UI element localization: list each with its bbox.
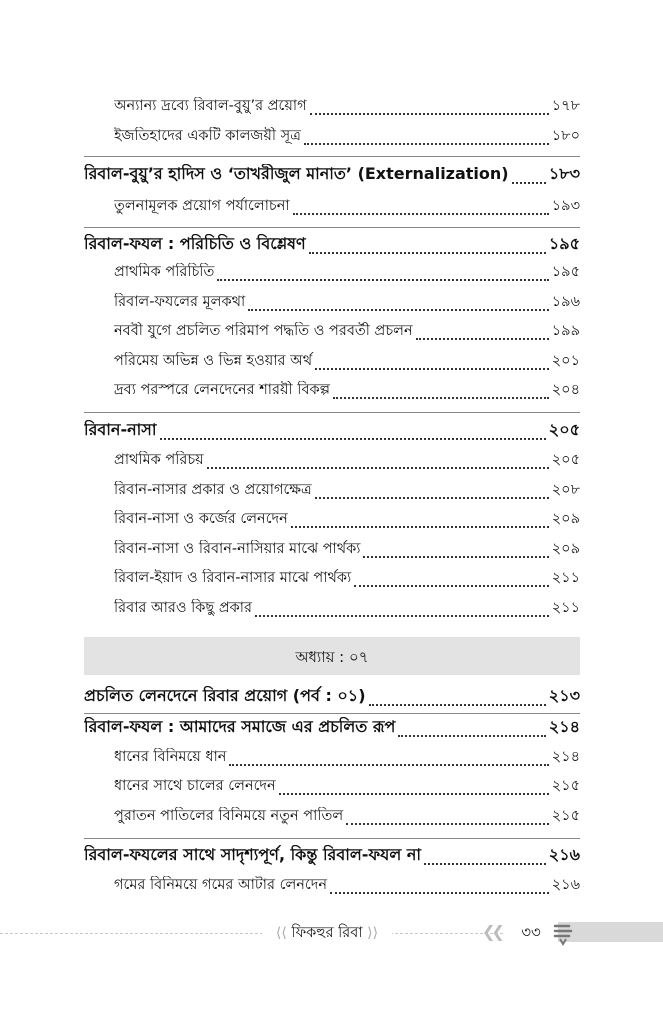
dot-leader [293, 213, 549, 215]
toc-entry-title: দ্রব্য পরস্পরে লেনদেনের শারয়ী বিকল্প [114, 382, 331, 398]
dot-leader [160, 438, 546, 440]
toc-section[interactable] [84, 420, 580, 444]
toc-section[interactable] [84, 234, 580, 258]
toc-entry-page: ২১৫ [551, 808, 580, 824]
toc-section-page: ১৯৫ [548, 234, 580, 253]
dot-leader [398, 735, 545, 737]
dot-leader [255, 615, 549, 617]
toc-entry-title: প্রাথমিক পরিচয় [114, 452, 204, 468]
toc-entry-page: ২১৪ [551, 749, 580, 765]
dot-leader [416, 338, 549, 340]
toc-section-title: রিবান-নাসা [84, 420, 157, 439]
page-number: ৩৩ [504, 920, 558, 944]
toc-entry[interactable] [114, 510, 580, 532]
section-divider [84, 838, 580, 839]
toc-entry-page: ২০৪ [551, 382, 580, 398]
toc-entry-title: গমের বিনিময়ে গমের আটার লেনদেন [114, 877, 328, 893]
toc-entry-title: রিবাল-ইয়াদ ও রিবান-নাসার মাঝে পার্থক্য [114, 570, 352, 586]
dot-leader [229, 764, 548, 766]
toc-entry-title: রিবান-নাসা ও রিবান-নাসিয়ার মাঝে পার্থক্য [114, 541, 361, 557]
toc-entry-title: রিবার আরও কিছু প্রকার [114, 600, 252, 616]
section-divider [84, 713, 580, 714]
dot-leader [512, 182, 546, 184]
left-ornament-icon: ⟨⟨ [275, 925, 287, 941]
dot-leader [354, 585, 549, 587]
toc-entry-title: ইজতিহাদের একটি কালজয়ী সূত্র [114, 128, 301, 144]
toc-entry[interactable] [114, 599, 580, 621]
right-ornament-icon: ⟩⟩ [367, 925, 379, 941]
footer-book-title: ফিকহুর রিবা [291, 925, 363, 941]
dot-leader [309, 252, 546, 254]
section-divider [84, 412, 580, 413]
toc-entry-title: পরিমেয় অভিন্ন ও ভিন্ন হওয়ার অর্থ [114, 353, 313, 369]
toc-section-title: রিবাল-বুয়ু’র হাদিস ও ‘তাখরীজুল মানাত’ (Externalization) [84, 164, 509, 183]
toc-entry[interactable] [114, 352, 580, 374]
dot-leader [248, 309, 549, 311]
toc-entry-title: প্রাথমিক পরিচিতি [114, 264, 215, 280]
toc-entry-page: ২০৮ [551, 482, 580, 498]
toc-entry[interactable] [114, 197, 580, 219]
toc-section[interactable] [84, 717, 580, 741]
toc-entry-title: পুরাতন পাতিলের বিনিময়ে নতুন পাতিল [114, 808, 344, 824]
toc-entry-page: ২০৫ [551, 452, 580, 468]
toc-entry[interactable] [114, 876, 580, 898]
toc-entry-page: ২১৬ [551, 877, 580, 893]
toc-entry[interactable] [114, 293, 580, 315]
toc-section-page: ১৮৩ [548, 164, 580, 183]
dot-leader [330, 892, 549, 894]
toc-entry-title: রিবান-নাসা ও কর্জের লেনদেন [114, 511, 288, 527]
toc-entry[interactable] [114, 127, 580, 149]
chapter-heading-band [84, 637, 580, 675]
toc-entry-page: ১৯৯ [551, 323, 580, 339]
toc-entry-title: ধানের বিনিময়ে ধান [114, 749, 227, 765]
toc-entry-title: অন্যান্য দ্রব্যে রিবাল-বুয়ু’র প্রয়োগ [114, 98, 307, 114]
toc-entry-page: ১৯৫ [551, 264, 580, 280]
dot-leader [363, 556, 548, 558]
toc-entry-page: ২১১ [551, 600, 580, 616]
toc-entry[interactable] [114, 322, 580, 344]
dot-leader [346, 823, 549, 825]
dot-leader [207, 467, 549, 469]
footer-book-title-box [262, 920, 392, 946]
section-divider [84, 227, 580, 228]
toc-entry-page: ১৯৬ [551, 294, 580, 310]
toc-entry-page: ২০৯ [551, 541, 580, 557]
toc-section-page: ২১৪ [548, 717, 580, 736]
toc-entry[interactable] [114, 451, 580, 473]
toc-entry-page: ২১৫ [551, 778, 580, 794]
dot-leader [315, 368, 549, 370]
toc-entry-title: রিবাল-ফযলের মূলকথা [114, 294, 246, 310]
toc-entry[interactable] [114, 777, 580, 799]
toc-entry[interactable] [114, 481, 580, 503]
toc-entry-page: ২০১ [551, 353, 580, 369]
toc-entry[interactable] [114, 97, 580, 119]
toc-entry-title: রিবান-নাসার প্রকার ও প্রয়োগক্ষেত্র [114, 482, 312, 498]
toc-entry-title: নববী যুগে প্রচলিত পরিমাপ পদ্ধতি ও পরবর্তী প্রচলন [114, 323, 413, 339]
toc-entry-page: ১৭৮ [551, 98, 580, 114]
toc-entry-title: ধানের সাথে চালের লেনদেন [114, 778, 276, 794]
book-marker-icon [550, 920, 576, 946]
toc-entry[interactable] [114, 569, 580, 591]
toc-section-page: ২০৫ [548, 420, 580, 439]
toc-entry-page: ১৯৩ [551, 198, 580, 214]
toc-section[interactable] [84, 686, 580, 710]
toc-section-title: প্রচলিত লেনদেনে রিবার প্রয়োগ (পর্ব : ০১) [84, 686, 366, 705]
dot-leader [291, 526, 549, 528]
chevrons-left-icon: ❮❮ [482, 922, 501, 941]
toc-section-title: রিবাল-ফযল : পরিচিতি ও বিশ্লেষণ [84, 234, 306, 253]
toc-section-page: ২১৩ [548, 686, 580, 705]
toc-entry-page: ২১১ [551, 570, 580, 586]
toc-section-title: রিবাল-ফযল : আমাদের সমাজে এর প্রচলিত রূপ [84, 717, 396, 736]
dot-leader [315, 497, 549, 499]
toc-entry-title: তুলনামূলক প্রয়োগ পর্যালোচনা [114, 198, 290, 214]
dot-leader [304, 143, 549, 145]
dot-leader [217, 279, 548, 281]
toc-entry[interactable] [114, 263, 580, 285]
toc-entry[interactable] [114, 807, 580, 829]
dot-leader [333, 397, 549, 399]
toc-section-title: রিবাল-ফযলের সাথে সাদৃশ্যপূর্ণ, কিন্তু রিবাল-ফযল না [84, 845, 422, 864]
toc-section[interactable] [84, 845, 580, 869]
dot-leader [369, 704, 546, 706]
toc-section[interactable] [84, 164, 580, 188]
toc-entry-page: ১৮০ [551, 128, 580, 144]
chapter-heading: অধ্যায় : ০৭ [295, 648, 369, 666]
toc-entry[interactable] [114, 540, 580, 562]
toc-section-page: ২১৬ [548, 845, 580, 864]
toc-entry-page: ২০৯ [551, 511, 580, 527]
section-divider [84, 156, 580, 157]
dot-leader [424, 863, 546, 865]
dot-leader [310, 113, 549, 115]
toc-entry[interactable] [114, 381, 580, 403]
toc-entry[interactable] [114, 748, 580, 770]
dot-leader [279, 793, 549, 795]
